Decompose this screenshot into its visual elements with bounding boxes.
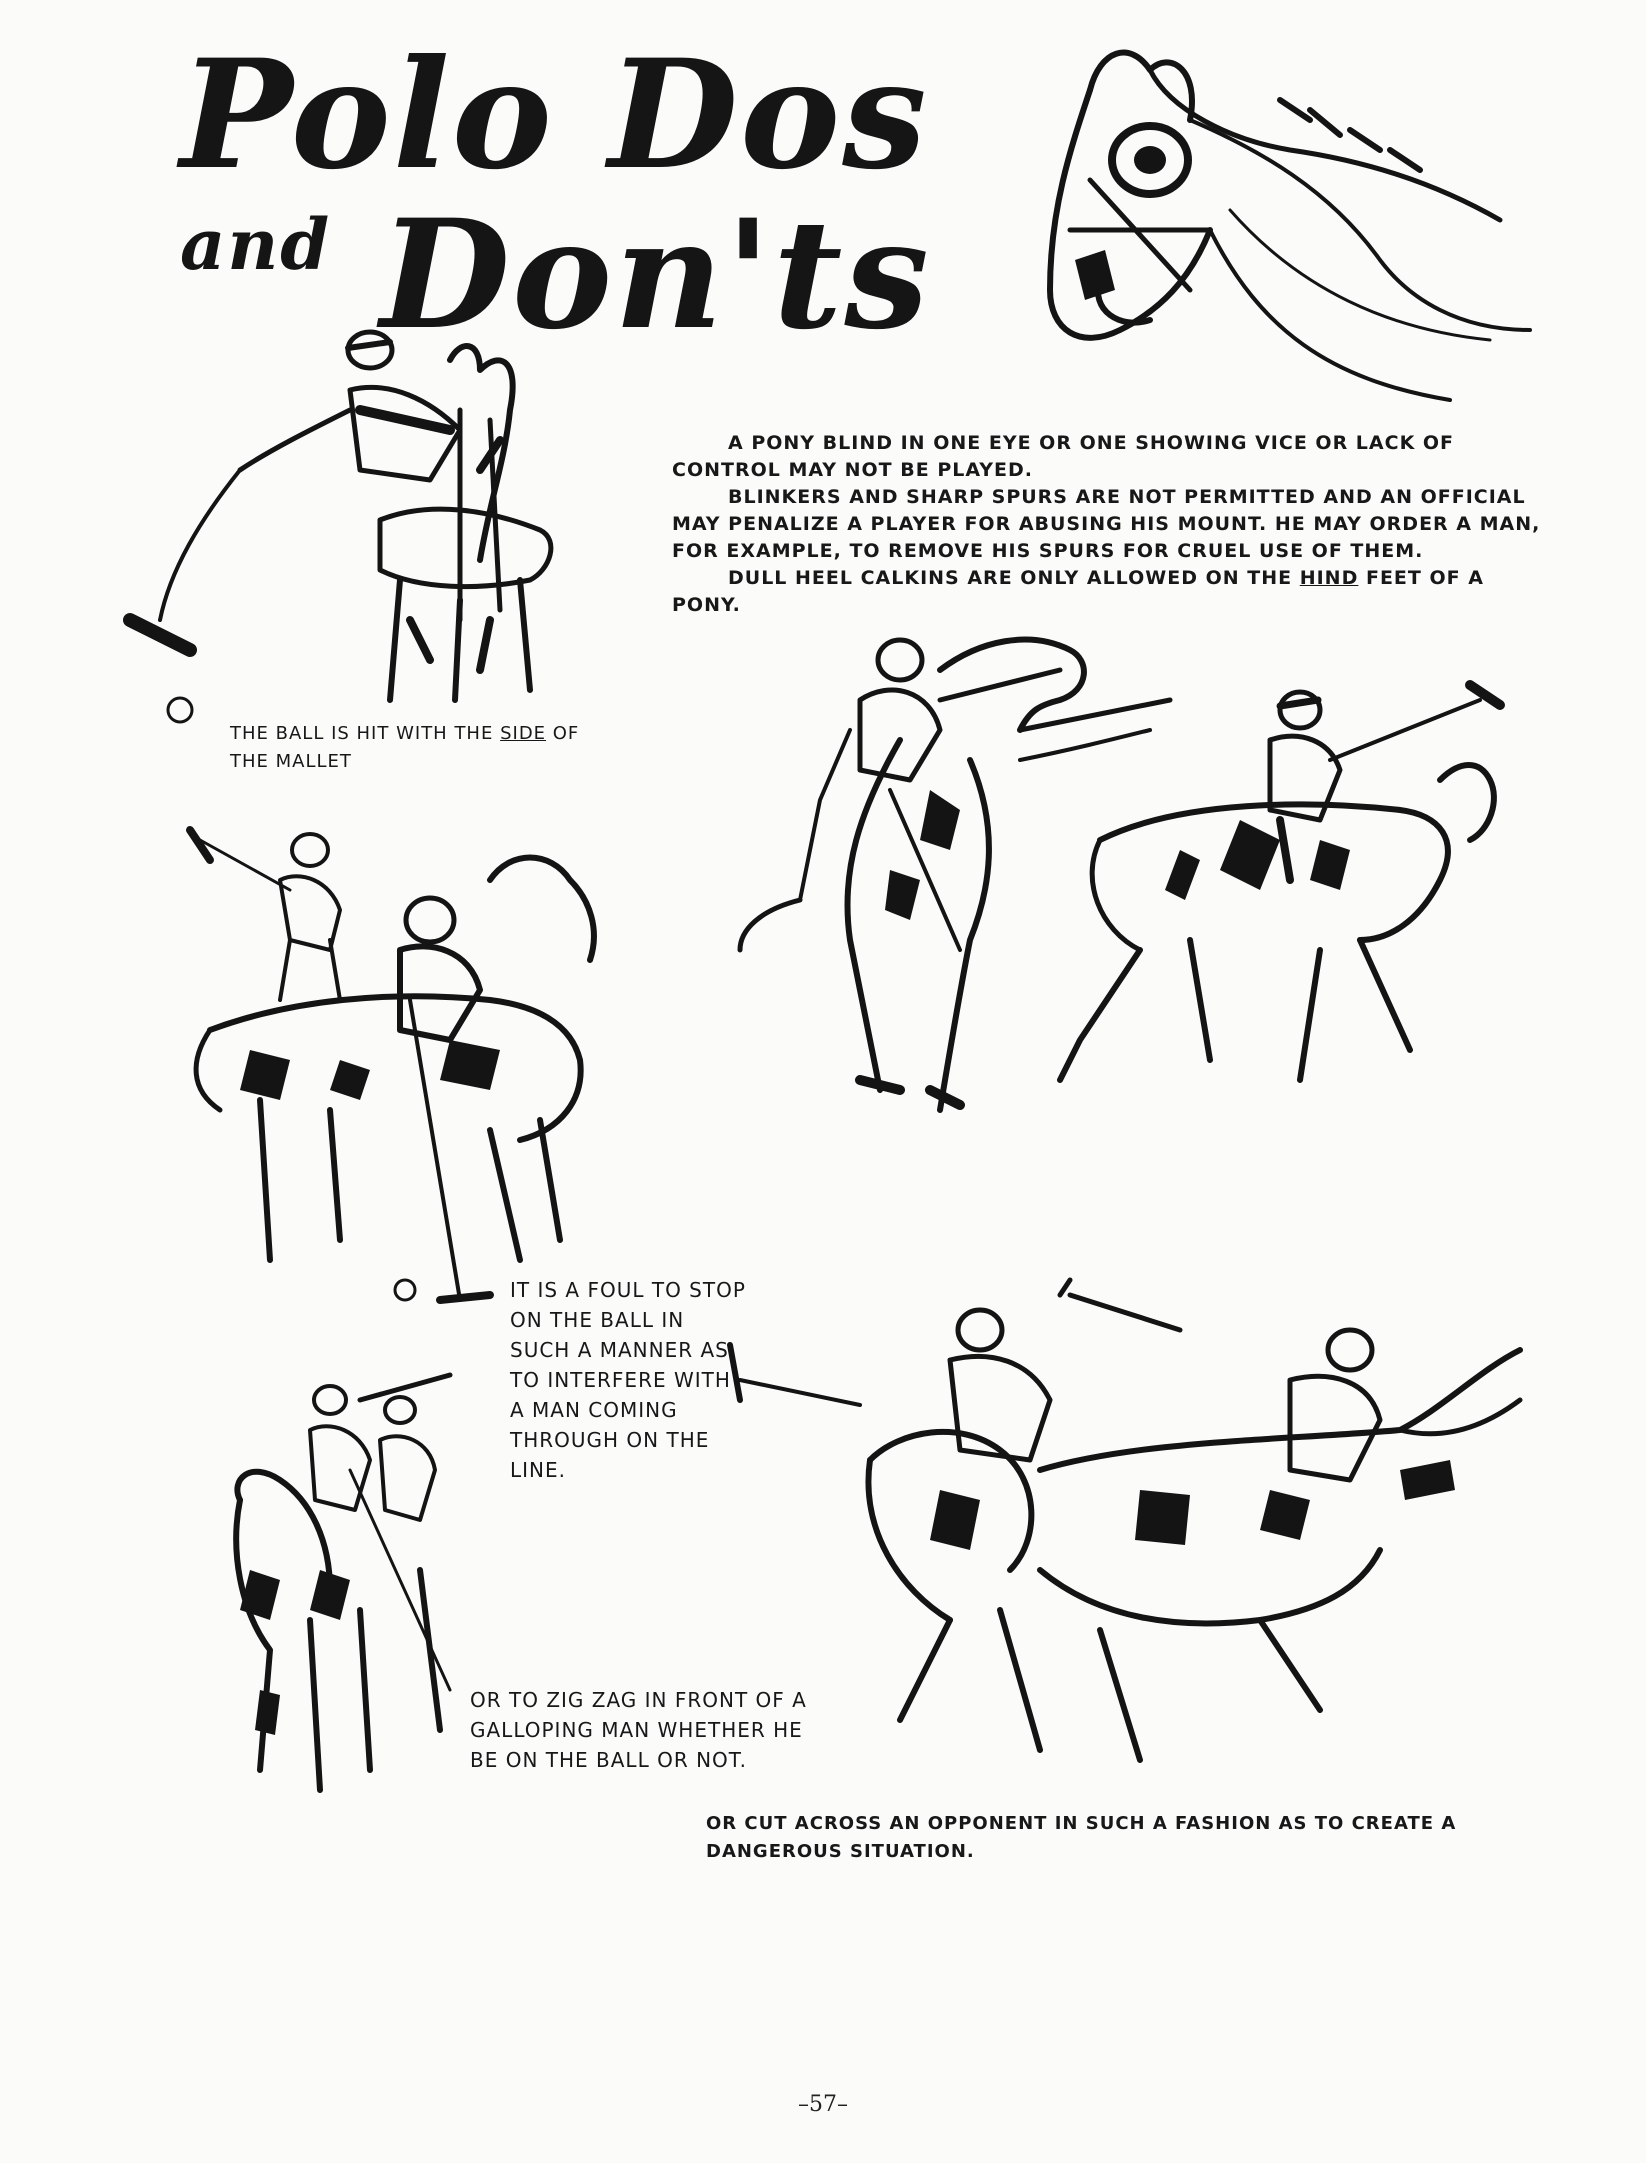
caption-zig-zag: OR TO ZIG ZAG IN FRONT OF A GALLOPING MAN WHETHER HE BE ON THE BALL OR NOT. bbox=[470, 1688, 807, 1772]
rules-paragraph bbox=[672, 430, 1552, 619]
rule-blind-pony: A PONY BLIND IN ONE EYE OR ONE SHOWING VICE OR LACK OF CONTROL MAY NOT BE PLAYED. bbox=[672, 432, 1455, 481]
title-line-1: Polo Dos bbox=[180, 27, 929, 203]
crossing-riders-icon bbox=[840, 1290, 1540, 1770]
rule-heel-calkins-emphasis: HIND bbox=[1299, 567, 1359, 589]
caption-ball-after: OF THE MALLET bbox=[230, 723, 580, 772]
galloping-rider-icon bbox=[1060, 680, 1520, 1100]
rule-heel-calkins-before: DULL HEEL CALKINS ARE ONLY ALLOWED ON THE bbox=[728, 567, 1300, 589]
polo-rider-front-icon bbox=[160, 320, 600, 720]
caption-foul-stop: IT IS A FOUL TO STOP ON THE BALL IN SUCH A MANNER AS TO INTERFERE WITH A MAN COMING THROUGH ON THE LINE. bbox=[510, 1278, 746, 1482]
rule-heel-calkins-after: FEET OF A PONY. bbox=[672, 567, 1484, 616]
horse-head-icon bbox=[1030, 30, 1570, 430]
title-and: and bbox=[180, 203, 332, 286]
rule-blinkers-spurs: BLINKERS AND SHARP SPURS ARE NOT PERMITTED AND AN OFFICIAL MAY PENALIZE A PLAYER FOR ABUSING HIS MOUNT. HE MAY ORDER A MAN, FOR EXAMPLE, TO REMOVE HIS SPURS FOR CRUEL USE OF THEM. bbox=[672, 486, 1541, 562]
caption-ball-emphasis: SIDE bbox=[500, 723, 547, 744]
rule-heel-calkins bbox=[672, 565, 1552, 619]
page-number: –57– bbox=[798, 2092, 848, 2117]
caption-ball-before: THE BALL IS HIT WITH THE bbox=[230, 723, 501, 744]
caption-ball-side bbox=[230, 720, 610, 776]
polo-rider-leaning-icon bbox=[190, 820, 640, 1300]
zigzag-riders-icon bbox=[220, 1370, 490, 1840]
title-line-2: Don'ts bbox=[380, 187, 931, 363]
caption-cut-across: OR CUT ACROSS AN OPPONENT IN SUCH A FASHION AS TO CREATE A DANGEROUS SITUATION. bbox=[706, 1813, 1457, 1862]
